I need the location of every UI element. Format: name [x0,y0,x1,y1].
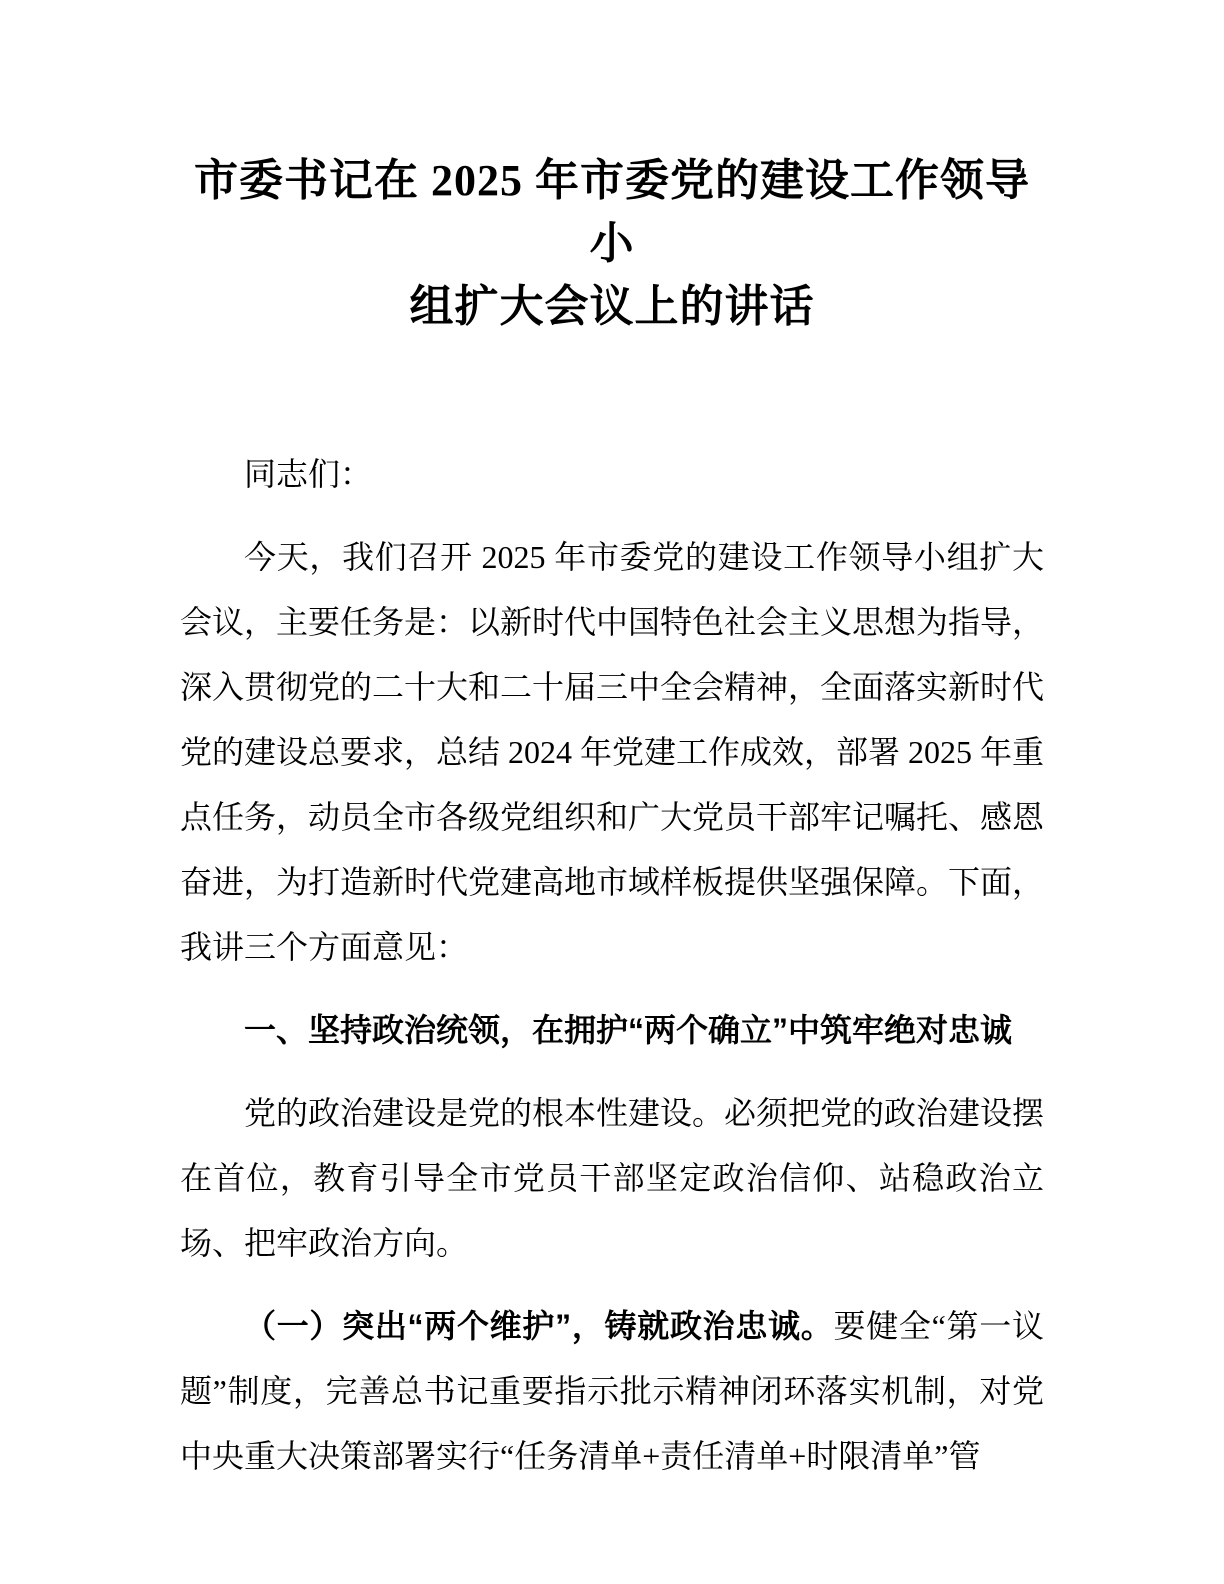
document-body [180,442,1044,1489]
section-1-heading: 一、坚持政治统领，在拥护“两个确立”中筑牢绝对忠诚 [244,1012,1013,1048]
subsection-1-paragraph [180,1294,1044,1489]
subsection-1-lead: （一）突出“两个维护”，铸就政治忠诚。 [244,1308,834,1344]
document-title-line-1: 市委书记在 2025 年市委党的建设工作领导小 [194,156,1030,268]
document-title [180,149,1044,338]
salutation: 同志们： [244,456,373,492]
subsection-1-text: 要健全“第一议题”制度，完善总书记重要指示批示精神闭环落实机制，对党中央重大决策部署实行“任务清单+责任清单+时限清单”管 [180,1308,1044,1474]
intro-paragraph: 今天，我们召开 2025 年市委党的建设工作领导小组扩大会议，主要任务是：以新时代中国特色社会主义思想为指导，深入贯彻党的二十大和二十届三中全会精神，全面落实新时代党的建设总要求，总结 2024 年党建工作成效，部署 2025 年重点任务，动员全市各级党组织和广大党员干部牢记嘱托、感恩奋进，为打造新时代党建高地市域样板提供坚强保障。下面，我讲三个方面意见： [180,539,1045,965]
section-1-paragraph: 党的政治建设是党的根本性建设。必须把党的政治建设摆在首位，教育引导全市党员干部坚定政治信仰、站稳政治立场、把牢政治方向。 [180,1095,1045,1261]
document-title-line-2: 组扩大会议上的讲话 [409,282,815,331]
